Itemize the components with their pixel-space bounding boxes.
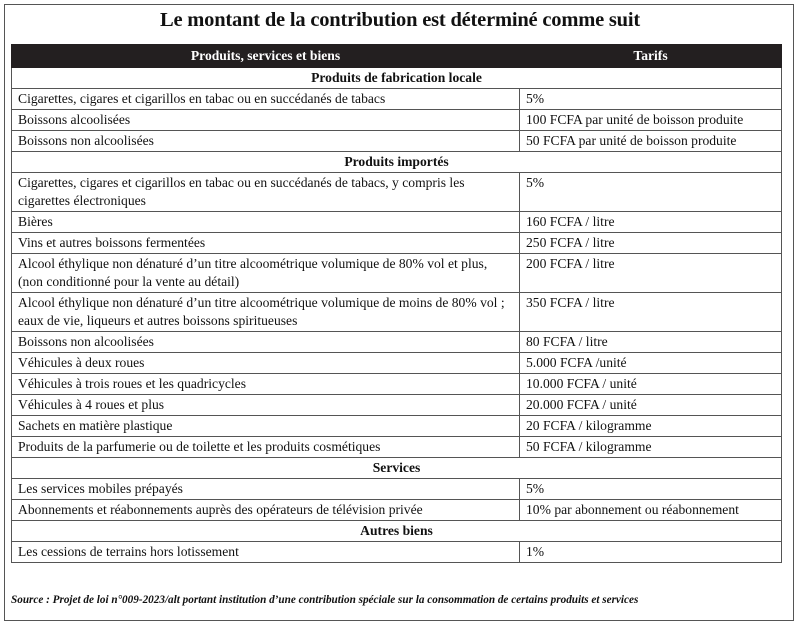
table-row <box>12 437 782 458</box>
table-row <box>12 131 782 152</box>
table-body <box>12 68 782 563</box>
product-cell: Abonnements et réabonnements auprès des opérateurs de télévision privée <box>12 500 520 521</box>
table-row <box>12 89 782 110</box>
section-header-row <box>12 458 782 479</box>
table-row <box>12 233 782 254</box>
table-row <box>12 110 782 131</box>
tarif-cell: 350 FCFA / litre <box>520 293 782 332</box>
product-cell: Cigarettes, cigares et cigarillos en tabac ou en succédanés de tabacs, y compris les cigarettes électroniques <box>12 173 520 212</box>
table-header-row <box>12 45 782 68</box>
tarif-cell: 160 FCFA / litre <box>520 212 782 233</box>
tarif-cell: 5% <box>520 173 782 212</box>
product-cell: Produits de la parfumerie ou de toilette et les produits cosmétiques <box>12 437 520 458</box>
table-row <box>12 395 782 416</box>
product-cell: Boissons non alcoolisées <box>12 332 520 353</box>
tarif-cell: 100 FCFA par unité de boisson produite <box>520 110 782 131</box>
section-header-row <box>12 152 782 173</box>
tarif-cell: 80 FCFA / litre <box>520 332 782 353</box>
tarif-cell: 50 FCFA / kilogramme <box>520 437 782 458</box>
section-header-row <box>12 68 782 89</box>
contribution-table <box>11 44 782 563</box>
product-cell: Véhicules à 4 roues et plus <box>12 395 520 416</box>
table-row <box>12 542 782 563</box>
product-cell: Cigarettes, cigares et cigarillos en tabac ou en succédanés de tabacs <box>12 89 520 110</box>
table-row <box>12 500 782 521</box>
table-row <box>12 332 782 353</box>
product-cell: Sachets en matière plastique <box>12 416 520 437</box>
section-title: Services <box>12 458 782 479</box>
section-header-row <box>12 521 782 542</box>
section-title: Produits de fabrication locale <box>12 68 782 89</box>
tarif-cell: 200 FCFA / litre <box>520 254 782 293</box>
tarif-cell: 5% <box>520 479 782 500</box>
table-row <box>12 293 782 332</box>
tarif-cell: 1% <box>520 542 782 563</box>
table-row <box>12 254 782 293</box>
product-cell: Boissons alcoolisées <box>12 110 520 131</box>
tarif-cell: 5% <box>520 89 782 110</box>
product-cell: Véhicules à trois roues et les quadricycles <box>12 374 520 395</box>
document-title: Le montant de la contribution est déterminé comme suit <box>160 9 640 31</box>
source-note: Source : Projet de loi n°009-2023/alt portant institution d’une contribution spéciale sur la consommation de certains produits et services <box>11 594 639 606</box>
section-title: Produits importés <box>12 152 782 173</box>
header-tarifs: Tarifs <box>520 45 782 68</box>
header-products: Produits, services et biens <box>12 45 520 68</box>
product-cell: Vins et autres boissons fermentées <box>12 233 520 254</box>
tarif-cell: 20.000 FCFA / unité <box>520 395 782 416</box>
tarif-cell: 10% par abonnement ou réabonnement <box>520 500 782 521</box>
tarif-cell: 5.000 FCFA /unité <box>520 353 782 374</box>
product-cell: Les services mobiles prépayés <box>12 479 520 500</box>
tarif-cell: 250 FCFA / litre <box>520 233 782 254</box>
table-row <box>12 479 782 500</box>
product-cell: Les cessions de terrains hors lotissement <box>12 542 520 563</box>
product-cell: Bières <box>12 212 520 233</box>
table-row <box>12 173 782 212</box>
tarif-cell: 50 FCFA par unité de boisson produite <box>520 131 782 152</box>
table-row <box>12 416 782 437</box>
tarif-cell: 10.000 FCFA / unité <box>520 374 782 395</box>
product-cell: Alcool éthylique non dénaturé d’un titre alcoométrique volumique de 80% vol et plus, (non conditionné pour la vente au détail) <box>12 254 520 293</box>
table-row <box>12 353 782 374</box>
table-row <box>12 212 782 233</box>
section-title: Autres biens <box>12 521 782 542</box>
product-cell: Alcool éthylique non dénaturé d’un titre alcoométrique volumique de moins de 80% vol ; eaux de vie, liqueurs et autres boissons spiritueuses <box>12 293 520 332</box>
product-cell: Boissons non alcoolisées <box>12 131 520 152</box>
product-cell: Véhicules à deux roues <box>12 353 520 374</box>
table-row <box>12 374 782 395</box>
tarif-cell: 20 FCFA / kilogramme <box>520 416 782 437</box>
